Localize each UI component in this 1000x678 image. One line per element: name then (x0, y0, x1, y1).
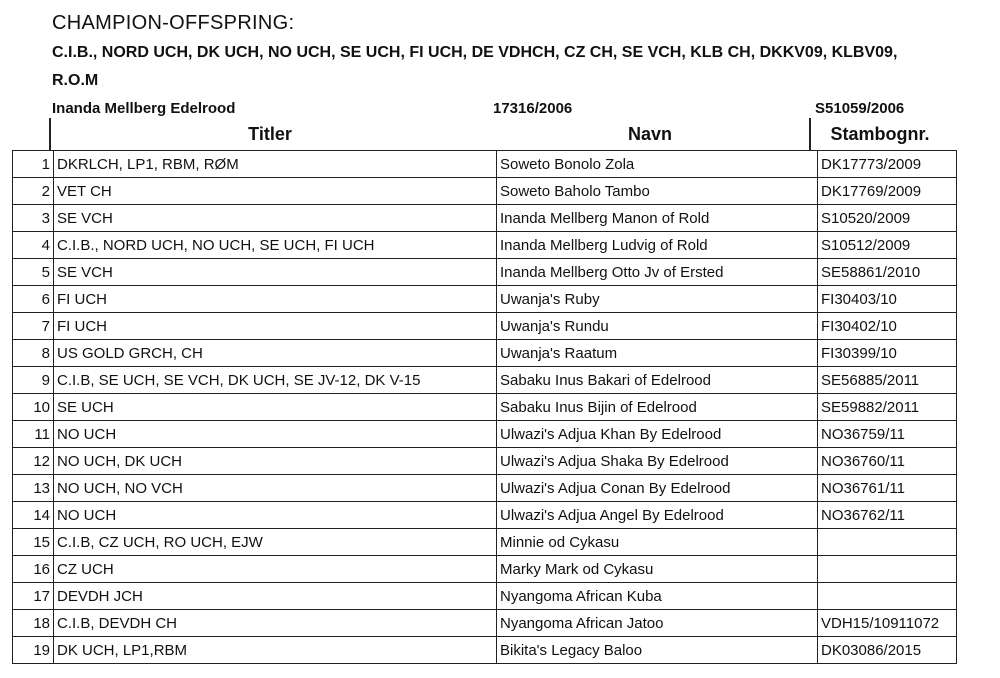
row-navn: Sabaku Inus Bijin of Edelrood (497, 394, 818, 421)
row-number: 2 (13, 178, 54, 205)
row-titler: CZ UCH (54, 556, 497, 583)
table-row (13, 502, 957, 529)
row-stambog (818, 529, 957, 556)
header-divider (49, 118, 51, 150)
table-row (13, 637, 957, 664)
row-titler: C.I.B, DEVDH CH (54, 610, 497, 637)
row-number: 16 (13, 556, 54, 583)
row-number: 1 (13, 151, 54, 178)
table-row (13, 475, 957, 502)
table-row (13, 286, 957, 313)
row-titler: SE VCH (54, 259, 497, 286)
row-navn: Uwanja's Raatum (497, 340, 818, 367)
table-row (13, 151, 957, 178)
row-titler: NO UCH (54, 421, 497, 448)
row-navn: Inanda Mellberg Ludvig of Rold (497, 232, 818, 259)
parent-name: Inanda Mellberg Edelrood (52, 100, 236, 117)
row-number: 15 (13, 529, 54, 556)
row-navn: Ulwazi's Adjua Khan By Edelrood (497, 421, 818, 448)
parent-titles-line-2: R.O.M (52, 72, 99, 89)
table-row (13, 313, 957, 340)
row-number: 4 (13, 232, 54, 259)
row-navn: Marky Mark od Cykasu (497, 556, 818, 583)
column-header-titler: Titler (248, 124, 292, 144)
row-stambog: NO36762/11 (818, 502, 957, 529)
parent-stambog-number: S51059/2006 (815, 100, 905, 117)
row-stambog: DK17773/2009 (818, 151, 957, 178)
row-number: 5 (13, 259, 54, 286)
row-titler: NO UCH, DK UCH (54, 448, 497, 475)
row-navn: Inanda Mellberg Manon of Rold (497, 205, 818, 232)
row-number: 12 (13, 448, 54, 475)
row-titler: NO UCH, NO VCH (54, 475, 497, 502)
row-stambog (818, 556, 957, 583)
row-number: 11 (13, 421, 54, 448)
row-number: 19 (13, 637, 54, 664)
row-titler: US GOLD GRCH, CH (54, 340, 497, 367)
row-stambog: SE58861/2010 (818, 259, 957, 286)
row-navn: Bikita's Legacy Baloo (497, 637, 818, 664)
table-row (13, 259, 957, 286)
row-titler: NO UCH (54, 502, 497, 529)
offspring-table (12, 150, 957, 664)
table-row (13, 178, 957, 205)
row-stambog: NO36759/11 (818, 421, 957, 448)
parent-registration: 17316/2006 (493, 100, 573, 117)
table-row (13, 610, 957, 637)
row-titler: C.I.B, CZ UCH, RO UCH, EJW (54, 529, 497, 556)
row-navn: Uwanja's Rundu (497, 313, 818, 340)
row-stambog: FI30399/10 (818, 340, 957, 367)
row-titler: SE VCH (54, 205, 497, 232)
table-row (13, 232, 957, 259)
row-titler: DEVDH JCH (54, 583, 497, 610)
row-stambog: NO36760/11 (818, 448, 957, 475)
table-row (13, 205, 957, 232)
row-stambog: SE59882/2011 (818, 394, 957, 421)
row-number: 10 (13, 394, 54, 421)
document-title: CHAMPION-OFFSPRING: (52, 12, 295, 34)
row-navn: Ulwazi's Adjua Shaka By Edelrood (497, 448, 818, 475)
row-titler: C.I.B, SE UCH, SE VCH, DK UCH, SE JV-12, DK V-15 (54, 367, 497, 394)
row-navn: Nyangoma African Kuba (497, 583, 818, 610)
row-stambog: S10512/2009 (818, 232, 957, 259)
row-navn: Soweto Baholo Tambo (497, 178, 818, 205)
row-navn: Ulwazi's Adjua Conan By Edelrood (497, 475, 818, 502)
column-header-stambog: Stambognr. (830, 124, 930, 144)
table-row (13, 529, 957, 556)
offspring-table-body (13, 151, 957, 664)
row-titler: VET CH (54, 178, 497, 205)
header-divider (809, 118, 811, 150)
table-row (13, 448, 957, 475)
column-header-navn: Navn (627, 124, 672, 144)
row-stambog: FI30402/10 (818, 313, 957, 340)
row-number: 8 (13, 340, 54, 367)
row-titler: FI UCH (54, 313, 497, 340)
row-stambog: VDH15/10911072 (818, 610, 957, 637)
table-row (13, 367, 957, 394)
row-navn: Ulwazi's Adjua Angel By Edelrood (497, 502, 818, 529)
row-titler: SE UCH (54, 394, 497, 421)
row-number: 6 (13, 286, 54, 313)
row-stambog: FI30403/10 (818, 286, 957, 313)
table-row (13, 421, 957, 448)
row-number: 13 (13, 475, 54, 502)
table-row (13, 556, 957, 583)
row-stambog: DK17769/2009 (818, 178, 957, 205)
row-titler: FI UCH (54, 286, 497, 313)
row-number: 7 (13, 313, 54, 340)
row-stambog (818, 583, 957, 610)
row-navn: Minnie od Cykasu (497, 529, 818, 556)
row-titler: C.I.B., NORD UCH, NO UCH, SE UCH, FI UCH (54, 232, 497, 259)
row-navn: Sabaku Inus Bakari of Edelrood (497, 367, 818, 394)
row-navn: Uwanja's Ruby (497, 286, 818, 313)
row-number: 17 (13, 583, 54, 610)
row-stambog: NO36761/11 (818, 475, 957, 502)
row-navn: Inanda Mellberg Otto Jv of Ersted (497, 259, 818, 286)
parent-titles-line-1: C.I.B., NORD UCH, DK UCH, NO UCH, SE UCH, FI UCH, DE VDHCH, CZ CH, SE VCH, KLB CH, DKKV09, KLBV09, (52, 44, 898, 61)
row-number: 14 (13, 502, 54, 529)
row-titler: DKRLCH, LP1, RBM, RØM (54, 151, 497, 178)
row-navn: Soweto Bonolo Zola (497, 151, 818, 178)
row-number: 9 (13, 367, 54, 394)
table-row (13, 583, 957, 610)
table-row (13, 394, 957, 421)
row-stambog: S10520/2009 (818, 205, 957, 232)
row-number: 18 (13, 610, 54, 637)
row-titler: DK UCH, LP1,RBM (54, 637, 497, 664)
row-stambog: DK03086/2015 (818, 637, 957, 664)
row-number: 3 (13, 205, 54, 232)
row-stambog: SE56885/2011 (818, 367, 957, 394)
row-navn: Nyangoma African Jatoo (497, 610, 818, 637)
table-row (13, 340, 957, 367)
